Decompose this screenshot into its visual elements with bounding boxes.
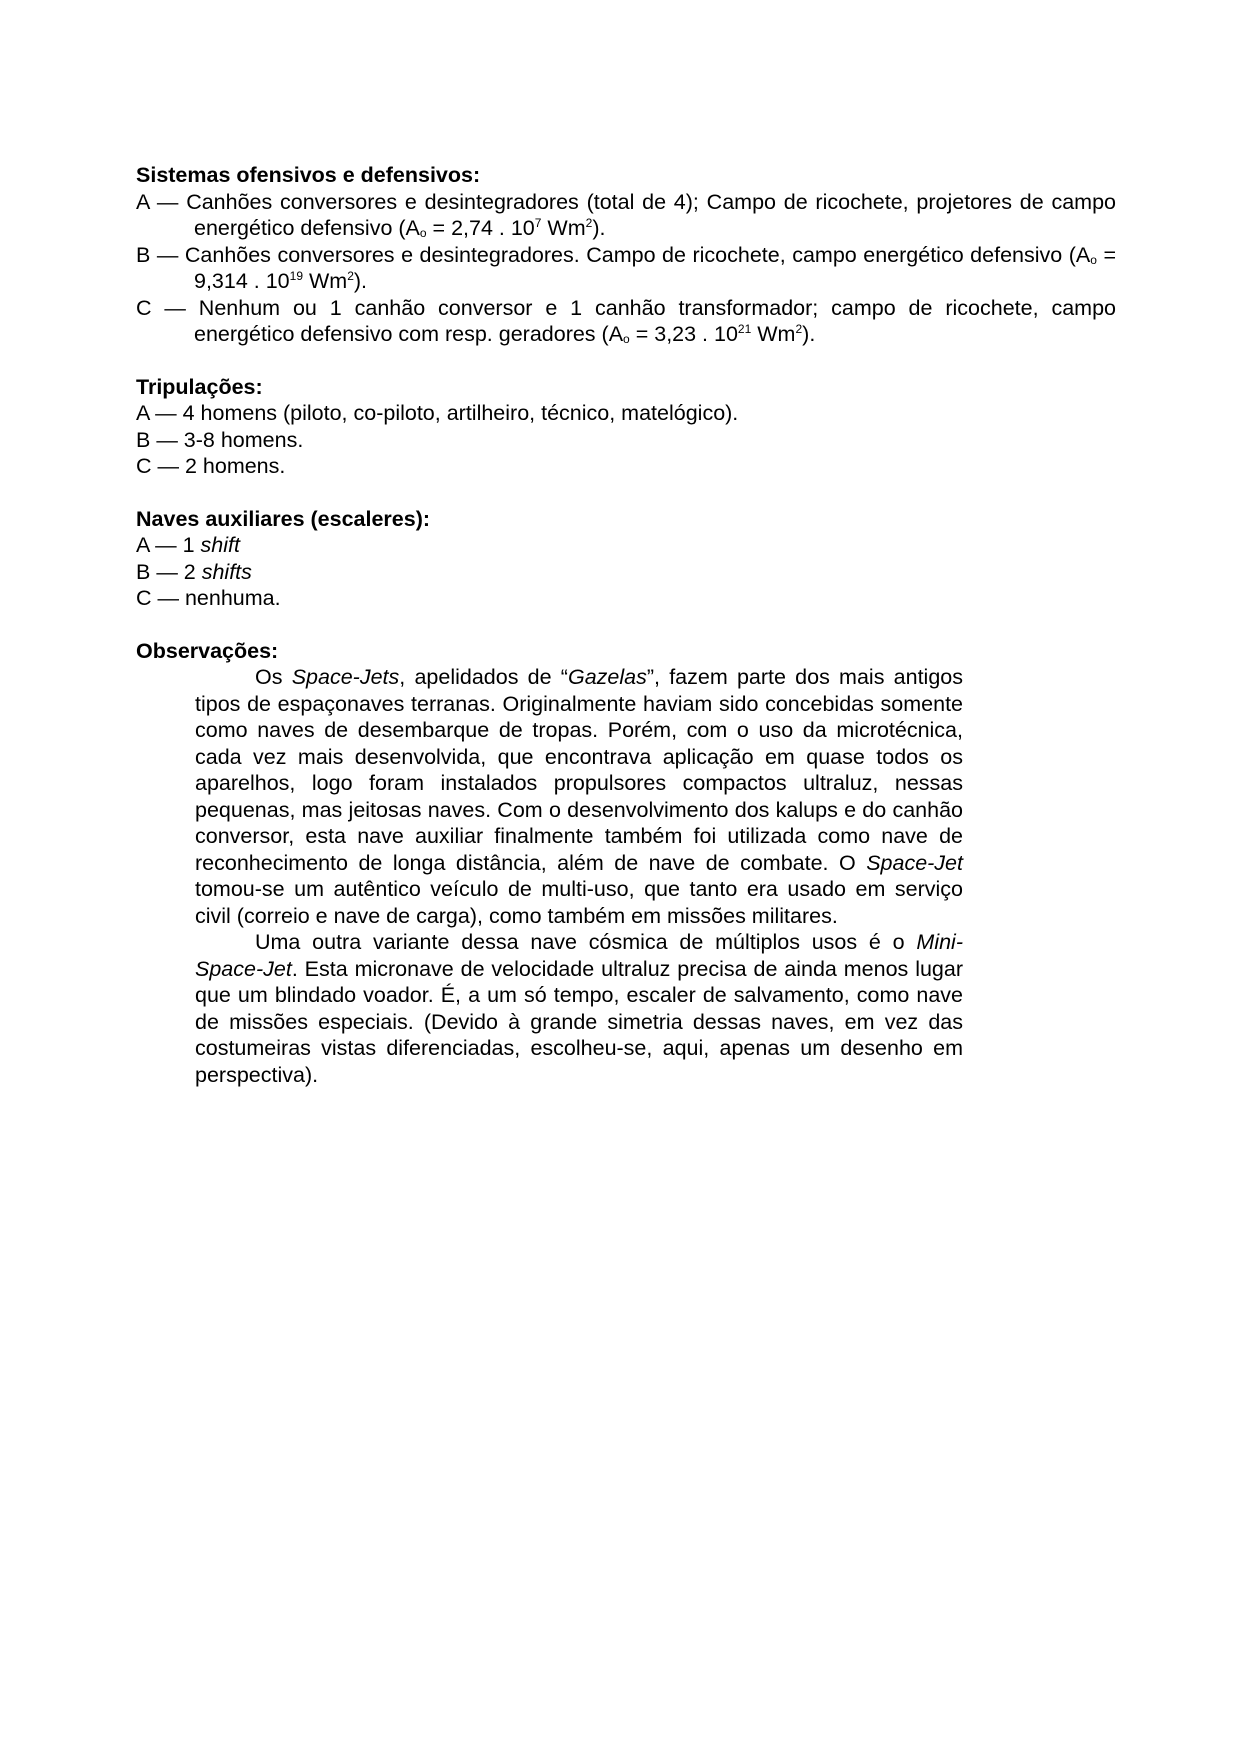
heading-sistemas: Sistemas ofensivos e defensivos: bbox=[136, 163, 481, 187]
sistemas-item-c: C — Nenhum ou 1 canhão conversor e 1 canhão transformador; campo de ricochete, campo energético defensivo com resp. geradores ($A_o = 3,23$ . $10^{21}$ Wm$^2$). bbox=[136, 295, 1116, 346]
section-sistemas bbox=[136, 162, 1116, 348]
heading-naves-auxiliares: Naves auxiliares (escaleres): bbox=[136, 506, 431, 531]
observacoes-paragraph-1: Os Space-Jets, apelidados de “Gazelas”, fazem parte dos mais antigos tipos de espaçonaves terranas. Originalmente haviam sido concebidas somente como naves de desembarque de tropas. Porém, com o uso da microtécnica, cada vez mais desenvolvida, que encontrava aplicação em quase todos os aparelhos, logo foram instalados propulsores compactos ultraluz, nessas pequenas, mas jeitosas naves. Com o desenvolvimento dos kalups e do canhão conversor, esta nave auxiliar finalmente também foi utilizada como nave de reconhecimento de longa distância, além de nave de combate. O Space-Jet tomou-se um autêntico veículo de multi-uso, que tanto era usado em serviço civil (correio e nave de carga), como também em missões militares. bbox=[195, 665, 963, 928]
section-observacoes bbox=[136, 638, 1116, 1089]
naves-item-c: C — nenhuma. bbox=[136, 586, 281, 610]
section-naves-auxiliares bbox=[136, 506, 1116, 612]
heading-observacoes: Observações: bbox=[136, 638, 279, 663]
naves-item-a: A — 1 shift bbox=[136, 533, 240, 557]
sistemas-item-a: A — Canhões conversores e desintegradores (total de 4); Campo de ricochete, projetores de campo energético defensivo ($A_o = 2,74$ . $10^7$ Wm$^2$). bbox=[136, 189, 1116, 240]
tripulacoes-item-b: B — 3-8 homens. bbox=[136, 427, 304, 452]
document-page bbox=[136, 162, 1116, 1114]
tripulacoes-item-c: C — 2 homens. bbox=[136, 454, 286, 478]
naves-item-b: B — 2 shifts bbox=[136, 559, 252, 584]
observacoes-body bbox=[195, 664, 963, 1088]
observacoes-paragraph-2: Uma outra variante dessa nave cósmica de múltiplos usos é o Mini-Space-Jet. Esta micronave de velocidade ultraluz precisa de ainda menos lugar que um blindado voador. É, a um só tempo, escaler de salvamento, como nave de missões especiais. (Devido à grande simetria dessas naves, em vez das costumeiras vistas diferenciadas, escolheu-se, aqui, apenas um desenho em perspectiva). bbox=[195, 930, 963, 1087]
tripulacoes-item-a: A — 4 homens (piloto, co-piloto, artilheiro, técnico, matelógico). bbox=[136, 401, 739, 425]
section-tripulacoes bbox=[136, 374, 1116, 480]
heading-tripulacoes: Tripulações: bbox=[136, 374, 263, 399]
sistemas-item-b: B — Canhões conversores e desintegradores. Campo de ricochete, campo energético defensivo ($A_o = 9,314$ . $10^{19}$ Wm$^2$). bbox=[136, 242, 1116, 293]
